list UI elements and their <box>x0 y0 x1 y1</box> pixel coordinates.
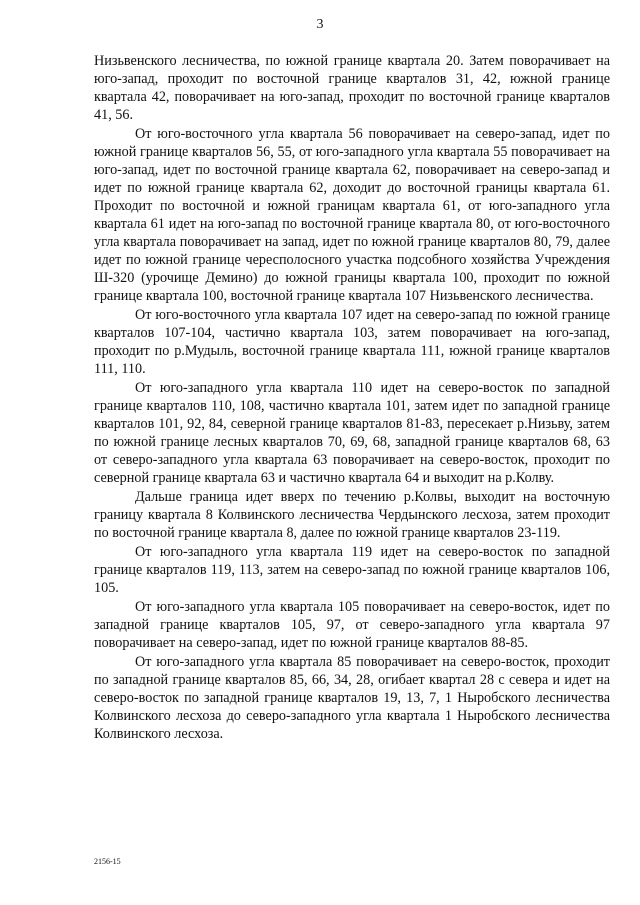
document-code: 2156-15 <box>94 857 121 866</box>
paragraph-quarter-107: От юго-восточного угла квартала 107 идет на северо-запад по южной границе кварталов 107-104, частично квартала 103, затем поворачивает на юго-запад, проходит по р.Мудыль, восточной границе квартала 111, южной границе кварталов 111, 110. <box>94 307 610 377</box>
document-body <box>94 52 610 744</box>
paragraph-quarter-85: От юго-западного угла квартала 85 поворачивает на северо-восток, проходит по западной границе кварталов 85, 66, 34, 28, огибает квартал 28 с севера и идет на северо-восток по западной границе кварталов 19, 13, 7, 1 Ныробского лесничества Колвинского лесхоза до северо-западного угла квартала 1 Ныробского лесничества Колвинского лесхоза. <box>94 654 610 742</box>
paragraph-quarter-119: От юго-западного угла квартала 119 идет на северо-восток по западной границе кварталов 119, 113, затем на северо-запад по южной границе кварталов 106, 105. <box>94 544 610 596</box>
paragraph-quarter-56: От юго-восточного угла квартала 56 поворачивает на северо-запад, идет по южной границе кварталов 56, 55, от юго-западного угла квартала 55 поворачивает на юго-запад, идет по восточной границе квартала 62, поворачивает на северо-запад и идет по южной границе квартала 62, доходит до восточной границы квартала 61. Проходит по восточной и южной границам квартала 61, от юго-западного угла квартала 61 идет на юго-запад по восточной границе квартала 80, от юго-восточного угла квартала поворачивает на запад, идет по южной границе кварталов 80, 79, далее идет по южной границе чересполосного участка подсобного хозяйства Учреждения Ш-320 (урочище Демино) до южной границы квартала 100, проходит по южной границе квартала 100, восточной границе квартала 107 Низьвенского лесничества. <box>94 126 610 304</box>
paragraph-quarter-105: От юго-западного угла квартала 105 поворачивает на северо-восток, идет по западной границе кварталов 105, 97, от северо-западного угла квартала 97 поворачивает на северо-запад, идет по южной границе кварталов 88-85. <box>94 599 610 651</box>
paragraph-kolva-river: Дальше граница идет вверх по течению р.Колвы, выходит на восточную границу квартала 8 Колвинского лесничества Чердынского лесхоза, затем проходит по восточной границе квартала 8, далее по южной границе кварталов 23-119. <box>94 489 610 541</box>
paragraph-continuation: Низьвенского лесничества, по южной границе квартала 20. Затем поворачивает на юго-запад, проходит по восточной границе кварталов 31, 42, южной границе квартала 42, поворачивает на юго-запад, проходит по восточной границе кварталов 41, 56. <box>94 53 610 123</box>
paragraph-quarter-110: От юго-западного угла квартала 110 идет на северо-восток по западной границе кварталов 110, 108, частично квартала 101, затем идет по западной границе кварталов 101, 92, 84, северной границе кварталов 81-83, пересекает р.Низьву, затем по южной границе лесных кварталов 70, 69, 68, западной границе кварталов 68, 63 от северо-западного угла квартала 63 поворачивает на северо-восток, проходит по северной границе квартала 63 и частично квартала 64 и выходит на р.Колву. <box>94 380 610 486</box>
page-number: 3 <box>316 17 324 32</box>
